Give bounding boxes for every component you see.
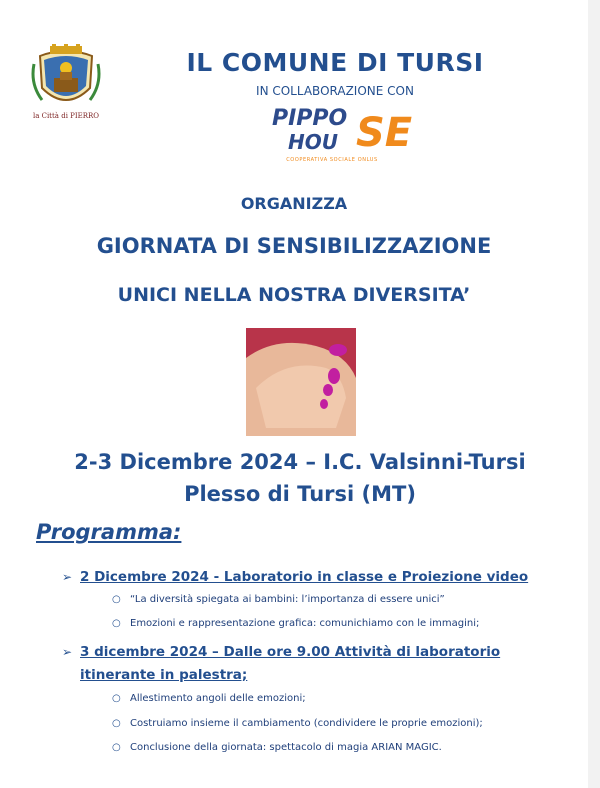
circle-bullet-icon: ○ bbox=[112, 693, 121, 704]
day2-item: Costruiamo insieme il cambiamento (condividere le proprie emozioni); bbox=[130, 718, 483, 729]
hands-photo bbox=[246, 328, 356, 436]
circle-bullet-icon: ○ bbox=[112, 618, 121, 629]
page-title: IL COMUNE DI TURSI bbox=[186, 48, 484, 77]
event-location: Plesso di Tursi (MT) bbox=[184, 482, 416, 506]
day1-item: Emozioni e rappresentazione grafica: comunichiamo con le immagini; bbox=[130, 618, 480, 629]
day1-item: “La diversità spiegata ai bambini: l’importanza di essere unici” bbox=[130, 594, 445, 605]
partner-logo bbox=[262, 100, 413, 166]
page-edge bbox=[588, 0, 600, 788]
day2-item: Allestimento angoli delle emozioni; bbox=[130, 693, 306, 704]
circle-bullet-icon: ○ bbox=[112, 742, 121, 753]
event-dates: 2-3 Dicembre 2024 – I.C. Valsinni-Tursi bbox=[74, 450, 526, 474]
town-crest-icon bbox=[30, 44, 102, 114]
arrow-bullet-icon: ➢ bbox=[62, 570, 73, 584]
logo-accent: SE bbox=[356, 110, 413, 156]
logo-line-1: PIPPO bbox=[272, 106, 348, 131]
day1-title: 2 Dicembre 2024 - Laboratorio in classe e Proiezione video bbox=[80, 569, 529, 585]
crest-caption: la Città di PIERRO bbox=[32, 112, 100, 120]
organizza-heading: ORGANIZZA bbox=[240, 194, 348, 213]
logo-line-2: HOU bbox=[288, 130, 338, 154]
logo-tagline: COOPERATIVA SOCIALE ONLUS bbox=[286, 157, 378, 163]
arrow-bullet-icon: ➢ bbox=[62, 645, 73, 659]
day2-title-line2: itinerante in palestra; bbox=[80, 667, 248, 683]
event-motto: UNICI NELLA NOSTRA DIVERSITA’ bbox=[117, 284, 471, 306]
circle-bullet-icon: ○ bbox=[112, 718, 121, 729]
collaboration-subtitle: IN COLLABORAZIONE CON bbox=[256, 84, 414, 98]
day2-item: Conclusione della giornata: spettacolo di magia ARIAN MAGIC. bbox=[130, 742, 442, 753]
day2-title-line1: 3 dicembre 2024 – Dalle ore 9.00 Attività di laboratorio bbox=[80, 644, 501, 660]
event-title: GIORNATA DI SENSIBILIZZAZIONE bbox=[96, 234, 492, 258]
circle-bullet-icon: ○ bbox=[112, 594, 121, 605]
program-heading: Programma: bbox=[36, 520, 182, 544]
